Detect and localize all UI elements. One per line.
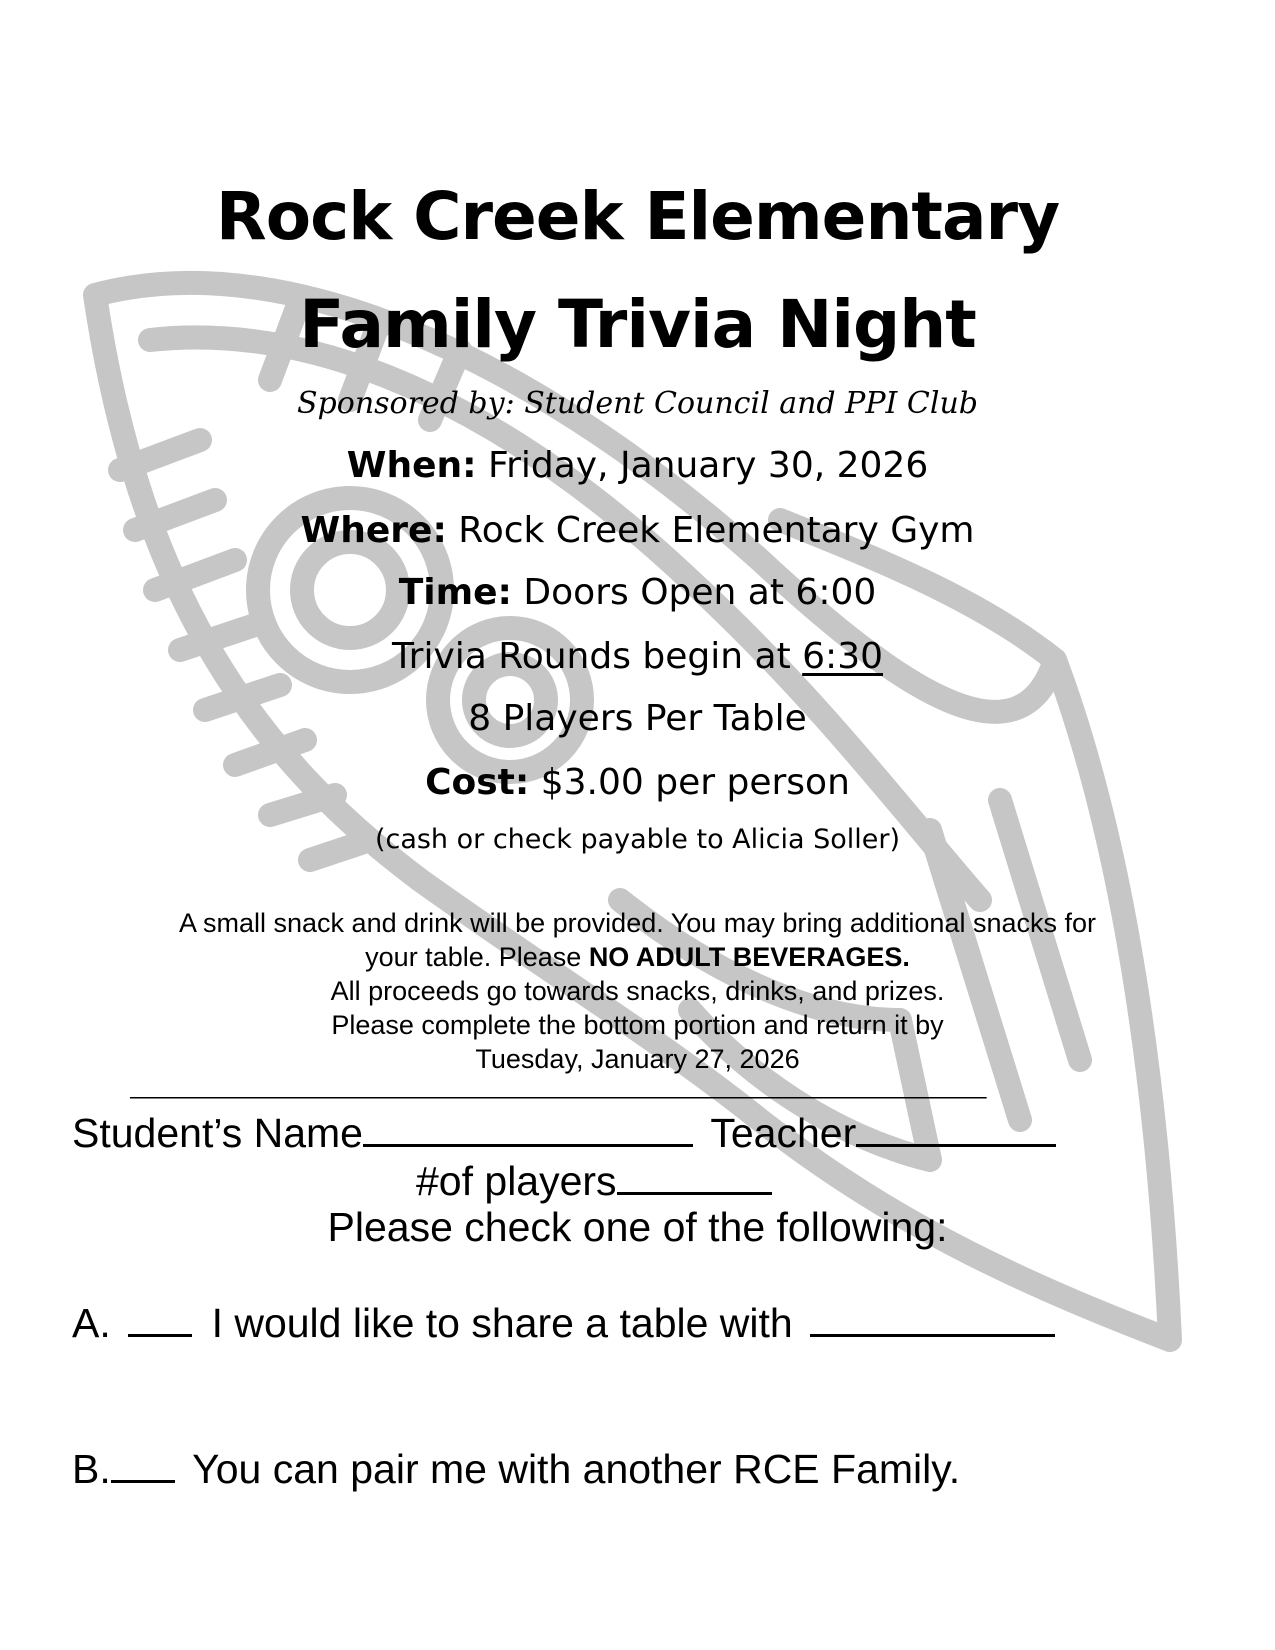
notice-line-3: All proceeds go towards snacks, drinks, and prizes. (330, 976, 945, 1006)
title-line-1: Rock Creek Elementary (215, 178, 1060, 255)
rounds-row (0, 636, 1275, 677)
option-b-letter: B. (72, 1446, 111, 1492)
cost-label: Cost: (425, 762, 530, 803)
where-label: Where: (300, 510, 447, 551)
option-b-check-blank[interactable] (111, 1444, 175, 1483)
where-row (0, 510, 1275, 551)
rounds-text: Trivia Rounds begin at (391, 636, 791, 677)
sponsor-line: Sponsored by: Student Council and PPI Club (297, 386, 978, 421)
option-a-share-blank[interactable] (810, 1298, 1055, 1337)
players-label: #of players (416, 1158, 617, 1204)
when-label: When: (346, 445, 477, 486)
players-row (416, 1156, 772, 1205)
check-prompt: Please check one of the following: (327, 1204, 948, 1250)
notice-line-5: Tuesday, January 27, 2026 (475, 1044, 800, 1074)
student-name-row (72, 1108, 1056, 1157)
players-per-table: 8 Players Per Table (468, 698, 807, 739)
time-value: Doors Open at 6:00 (523, 572, 877, 613)
cost-row (0, 762, 1275, 803)
teacher-label: Teacher (710, 1110, 857, 1156)
when-value: Friday, January 30, 2026 (488, 445, 929, 486)
payment-note: (cash or check payable to Alicia Soller) (374, 824, 901, 855)
when-row (0, 445, 1275, 486)
players-blank[interactable] (617, 1156, 772, 1195)
notice-line-1: A small snack and drink will be provided. You may bring additional snacks for (179, 908, 1096, 938)
cost-value: $3.00 per person (540, 762, 850, 803)
notice-line-2-prefix: your table. Please (365, 942, 582, 972)
option-a-check-blank[interactable] (128, 1298, 192, 1337)
student-name-blank[interactable] (363, 1108, 693, 1147)
student-name-label: Student’s Name (72, 1110, 363, 1156)
where-value: Rock Creek Elementary Gym (458, 510, 975, 551)
cut-line: _______________________________________________ (130, 1068, 986, 1105)
title-line-2: Family Trivia Night (299, 286, 976, 363)
teacher-blank[interactable] (856, 1108, 1056, 1147)
notice-line-2 (0, 940, 1275, 975)
notice-line-4: Please complete the bottom portion and return it by (331, 1010, 944, 1040)
time-label: Time: (398, 572, 512, 613)
no-adult-beverages: NO ADULT BEVERAGES. (588, 942, 910, 972)
time-row (0, 572, 1275, 613)
option-a-text: I would like to share a table with (211, 1300, 793, 1346)
option-a-letter: A. (72, 1300, 111, 1346)
option-b-text: You can pair me with another RCE Family. (192, 1446, 961, 1492)
option-b-row (72, 1444, 960, 1493)
rounds-time: 6:30 (802, 636, 883, 677)
option-a-row (72, 1298, 1055, 1347)
